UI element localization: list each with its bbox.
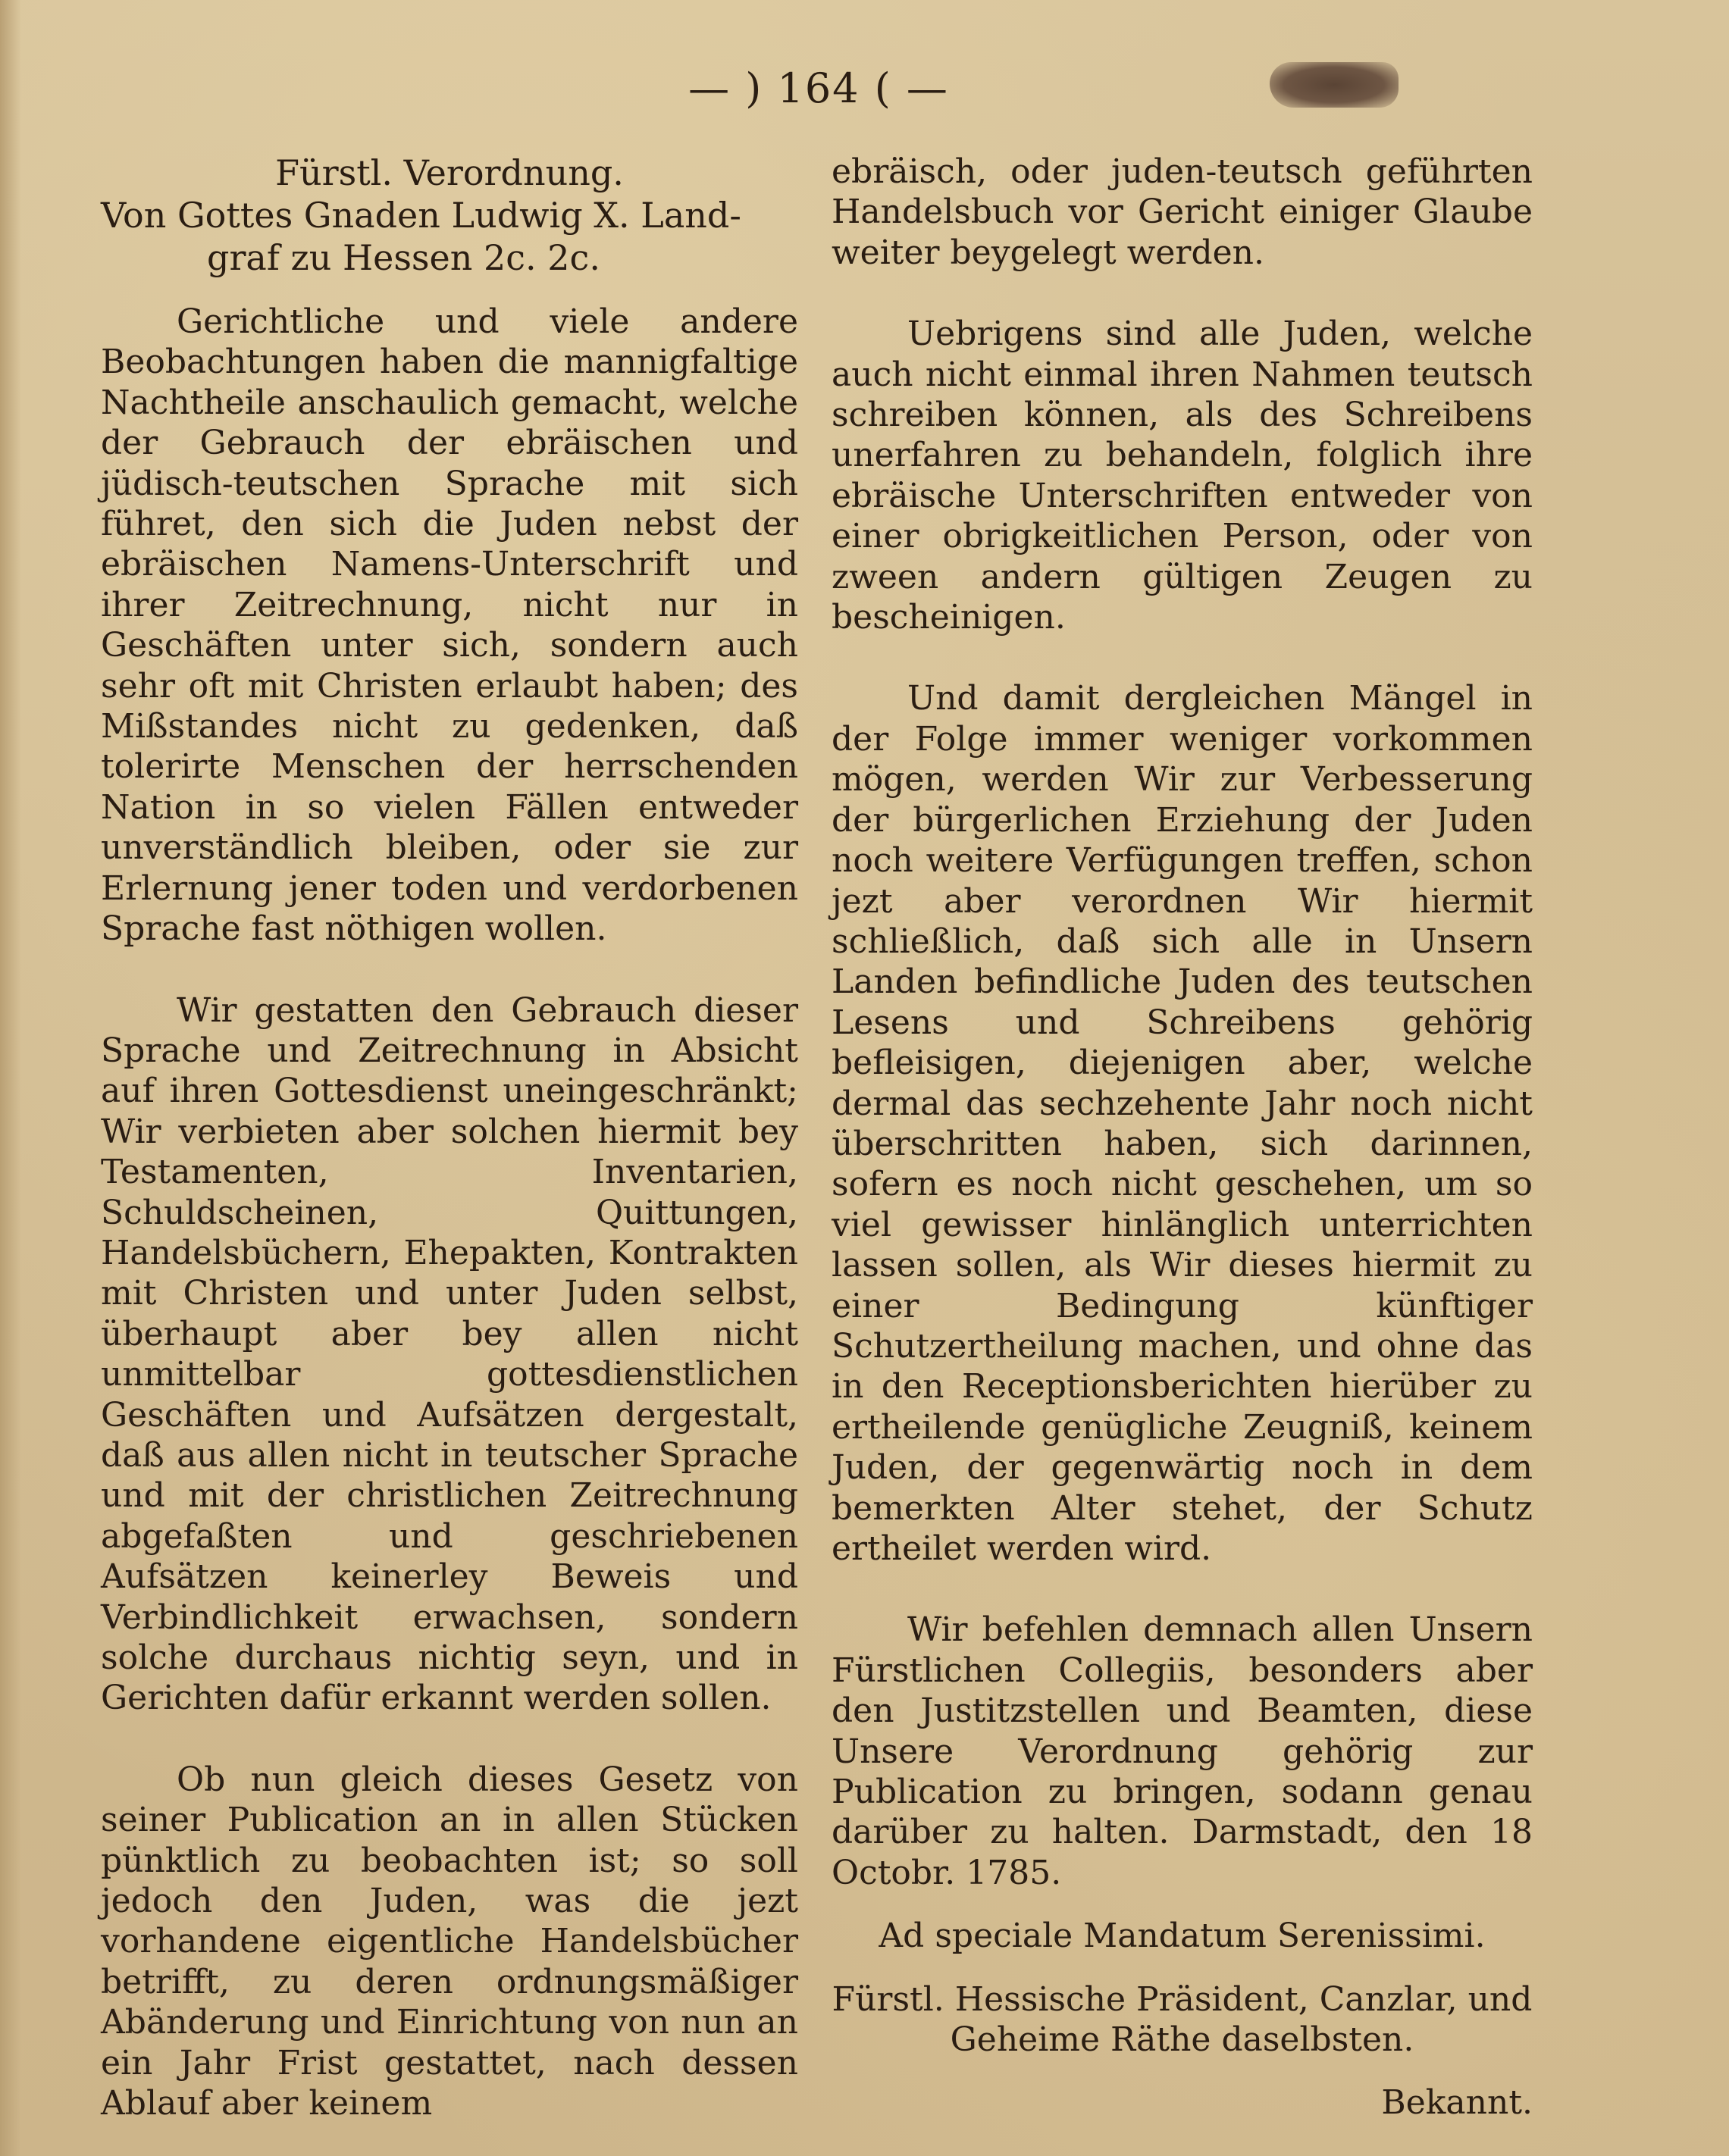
closing-word: Bekannt. [1381,2083,1533,2123]
signatory-block [832,1979,1533,2061]
ordinance-subtitle [101,194,798,279]
subtitle-line-2: graf zu Hessen 2c. 2c. [207,237,600,278]
spacer [832,273,1533,314]
spacer [832,1957,1533,1979]
spacer [832,1893,1533,1916]
spacer [101,279,798,302]
spacer [832,2060,1533,2082]
ink-stain [1270,62,1399,108]
page-number-header: — ) 164 ( — [688,64,949,112]
left-paragraph-1: Gerichtliche und viele andere Beobachtungen haben die mannigfaltige Nachtheile anschaulich gemacht, welche der Gebrauch der ebräischen und jüdisch-teutschen Sprache mit sich führet, den sich die Juden nebst der ebräischen Namens-Unterschrift und ihrer Zeitrechnung, nicht nur in Geschäften unter sich, sondern auch sehr oft mit Christen erlaubt haben; des Mißstandes nicht zu gedenken, daß tolerirte Menschen der herrschenden Nation in so vielen Fällen entweder unverständlich bleiben, oder sie zur Erlernung jener toden und verdorbenen Sprache fast nöthigen wollen. [101,302,798,949]
right-column [832,152,1533,2123]
ordinance-title: Fürstl. Verordnung. [275,152,624,193]
signatory-line-1: Fürstl. Hessische Präsident, Canzlar, und [832,1979,1533,2019]
left-paragraph-2: Wir gestatten den Gebrauch dieser Sprache und Zeitrechnung in Absicht auf ihren Gottesdienst uneingeschränkt; Wir verbieten aber solchen hiermit bey Testamenten, Inventarien, Schuldscheinen, Quittungen, Handelsbüchern, Ehepakten, Kontrakten mit Christen und unter Juden selbst, überhaupt aber bey allen nicht unmittelbar gottesdienstlichen Geschäften und Aufsätzen dergestalt, daß aus allen nicht in teutscher Sprache und mit der christlichen Zeitrechnung abgefaßten und geschriebenen Aufsätzen keinerley Beweis und Verbindlichkeit erwachsen, sondern solche durchaus nichtig seyn, und in Gerichten dafür erkannt werden sollen. [101,990,798,1718]
spacer [101,950,798,990]
right-paragraph-2: Und damit dergleichen Mängel in der Folge immer weniger vorkommen mögen, werden Wir zur Verbesserung der bürgerlichen Erziehung der Juden noch weitere Verfügungen treffen, schon jezt aber verordnen Wir hiermit schließlich, daß sich alle in Unsern Landen befindliche Juden des teutschen Lesens und Schreibens gehörig befleisigen, diejenigen aber, welche dermal das sechzehente Jahr noch nicht überschritten haben, sich darinnen, sofern es noch nicht geschehen, um so viel gewisser hinlänglich unterrichten lassen sollen, als Wir dieses hiermit zu einer Bedingung künftiger Schutzertheilung machen, und ohne das in den Receptionsberichten hierüber zu ertheilende genügliche Zeugniß, keinem Juden, der gegenwärtig noch in dem bemerkten Alter stehet, der Schutz ertheilet werden wird. [832,679,1533,1568]
subtitle-line-1: Von Gottes Gnaden Ludwig X. Land- [101,195,741,236]
right-paragraph-1: Uebrigens sind alle Juden, welche auch nicht einmal ihren Nahmen teutsch schreiben können, als des Schreibens unerfahren zu behandeln, folglich ihre ebräische Unterschriften entweder von einer obrigkeitlichen Person, oder von zween andern gültigen Zeugen zu bescheinigen. [832,314,1533,637]
right-paragraph-3: Wir befehlen demnach allen Unsern Fürstlichen Collegiis, besonders aber den Justitzstellen und Beamten, diese Unsere Verordnung gehörig zur Publication zu bringen, sodann genau darüber zu halten. Darmstadt, den 18 Octobr. 1785. [832,1610,1533,1892]
left-column [101,152,798,2123]
spacer [101,1719,798,1760]
spacer [832,1569,1533,1610]
signatory-line-2: Geheime Räthe daselbsten. [950,2020,1414,2060]
spacer [832,637,1533,678]
mandate-line: Ad speciale Mandatum Serenissimi. [879,1917,1486,1956]
left-paragraph-3: Ob nun gleich dieses Gesetz von seiner Publication an in allen Stücken pünktlich zu beobachten ist; so soll jedoch den Juden, was die jezt vorhandene eigentliche Handelsbücher betrifft, zu deren ordnungsmäßiger Abänderung und Einrichtung von nun an ein Jahr Frist gestattet, nach dessen Ablauf aber keinem [101,1760,798,2123]
right-paragraph-continuation: ebräisch, oder juden-teutsch geführten Handelsbuch vor Gericht einiger Glaube weiter beygelegt werden. [832,152,1533,272]
page-edge-shadow [0,0,21,2156]
